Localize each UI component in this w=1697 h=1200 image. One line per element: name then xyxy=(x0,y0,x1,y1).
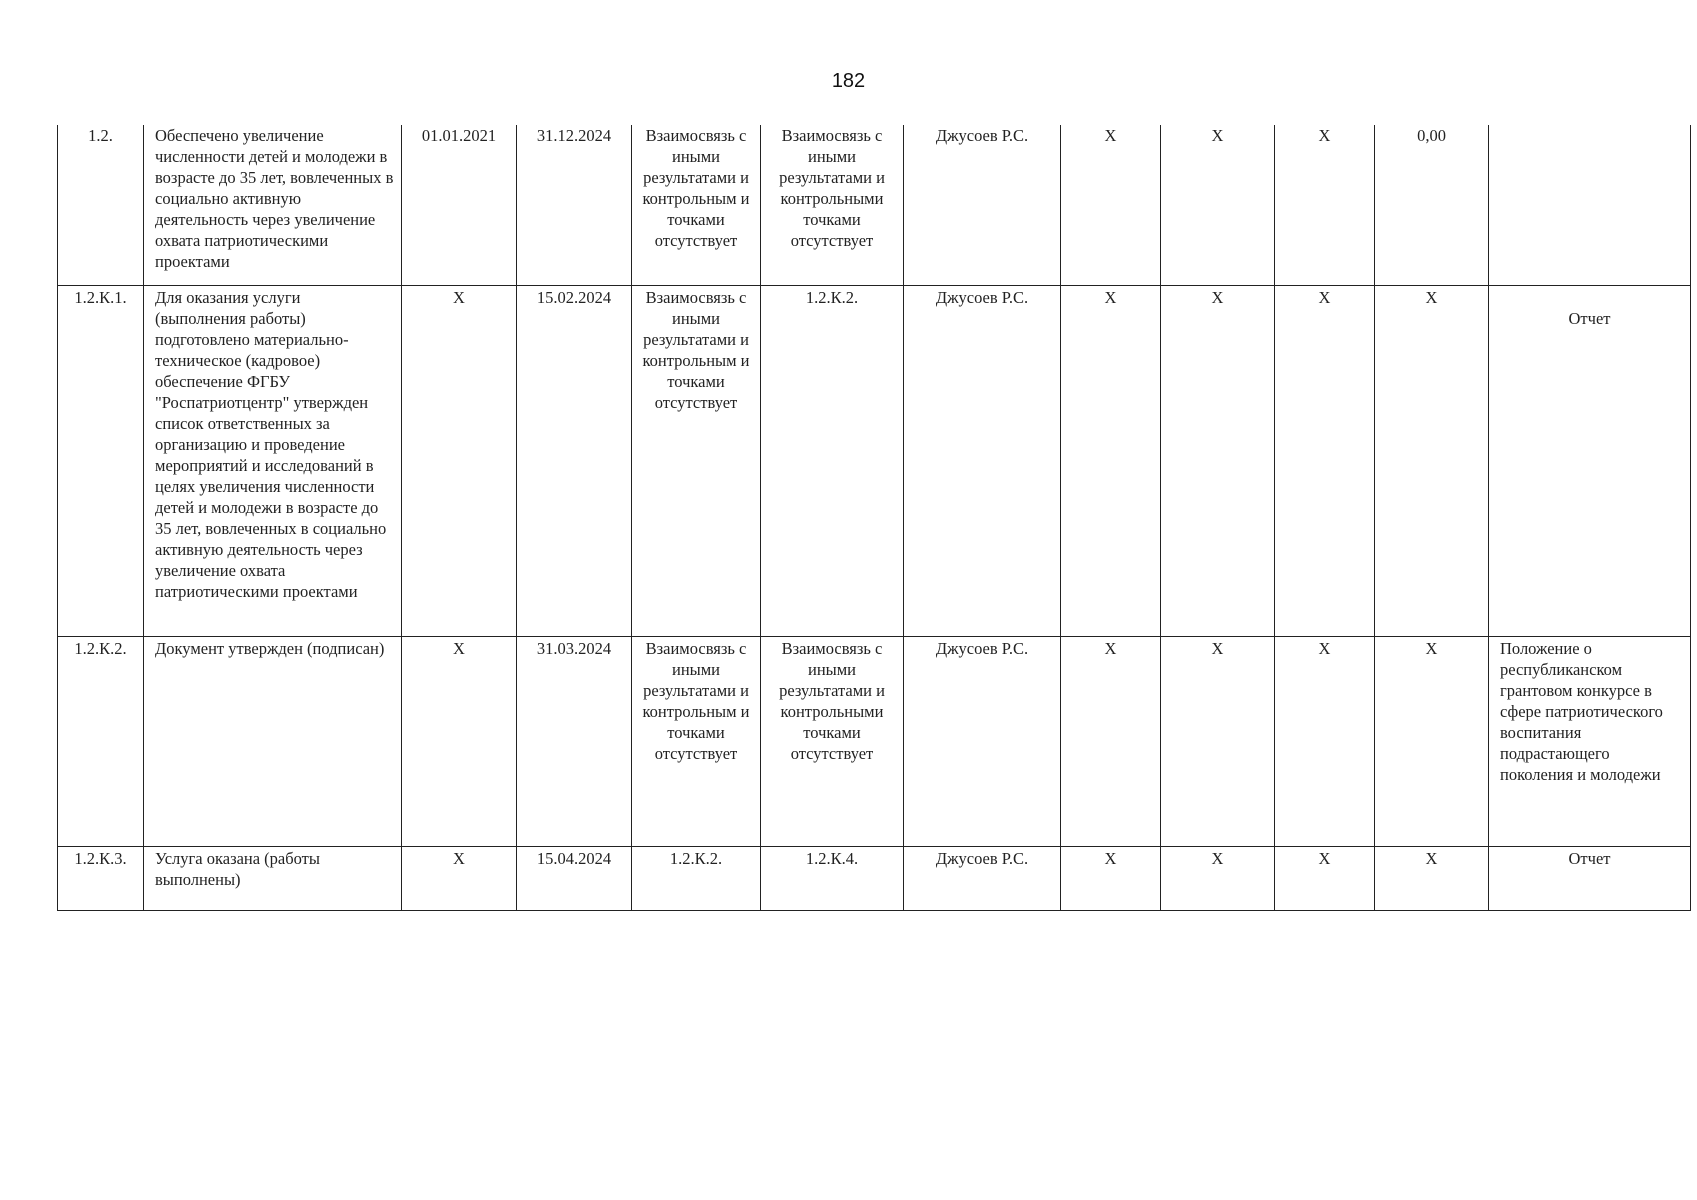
value-cell-2: X xyxy=(1161,846,1275,910)
successor-cell: Взаимосвязь с иными результатами и контрольными точками отсутствует xyxy=(761,636,904,846)
table-row xyxy=(58,636,1691,846)
value-cell-3: X xyxy=(1275,125,1375,285)
plan-table xyxy=(57,125,1691,911)
row-name-cell: Документ утвержден (подписан) xyxy=(144,636,402,846)
value-cell-4: X xyxy=(1375,636,1489,846)
value-cell-4: X xyxy=(1375,285,1489,636)
value-cell-3: X xyxy=(1275,285,1375,636)
end-date-cell: 31.12.2024 xyxy=(517,125,632,285)
predecessor-cell: 1.2.К.2. xyxy=(632,846,761,910)
row-number-cell: 1.2.К.3. xyxy=(58,846,144,910)
responsible-cell: Джусоев Р.С. xyxy=(904,636,1061,846)
result-cell: Положение о республиканском грантовом конкурсе в сфере патриотического воспитания подрастающего поколения и молодежи xyxy=(1489,636,1691,846)
predecessor-cell: Взаимосвязь с иными результатами и контрольным и точками отсутствует xyxy=(632,636,761,846)
row-name-cell: Обеспечено увеличение численности детей и молодежи в возрасте до 35 лет, вовлеченных в социально активную деятельность через увеличение охвата патриотическими проектами xyxy=(144,125,402,285)
start-date-cell: X xyxy=(402,636,517,846)
row-name-cell: Услуга оказана (работы выполнены) xyxy=(144,846,402,910)
responsible-cell: Джусоев Р.С. xyxy=(904,285,1061,636)
value-cell-3: X xyxy=(1275,636,1375,846)
successor-cell: 1.2.К.4. xyxy=(761,846,904,910)
table-row xyxy=(58,125,1691,285)
value-cell-4: 0,00 xyxy=(1375,125,1489,285)
row-name-cell: Для оказания услуги (выполнения работы) подготовлено материально-техническое (кадровое) обеспечение ФГБУ "Роспатриотцентр" утвержден список ответственных за организацию и проведение мероприятий и исследований в целях увеличения численности детей и молодежи в возрасте до 35 лет, вовлеченных в социально активную деятельность через увеличение охвата патриотическими проектами xyxy=(144,285,402,636)
responsible-cell: Джусоев Р.С. xyxy=(904,846,1061,910)
value-cell-4: X xyxy=(1375,846,1489,910)
end-date-cell: 15.04.2024 xyxy=(517,846,632,910)
end-date-cell: 31.03.2024 xyxy=(517,636,632,846)
table-row xyxy=(58,846,1691,910)
row-number-cell: 1.2. xyxy=(58,125,144,285)
row-number-cell: 1.2.К.1. xyxy=(58,285,144,636)
value-cell-1: X xyxy=(1061,846,1161,910)
start-date-cell: X xyxy=(402,846,517,910)
table-row xyxy=(58,285,1691,636)
successor-cell: 1.2.К.2. xyxy=(761,285,904,636)
successor-cell: Взаимосвязь с иными результатами и контрольными точками отсутствует xyxy=(761,125,904,285)
value-cell-1: X xyxy=(1061,636,1161,846)
row-number-cell: 1.2.К.2. xyxy=(58,636,144,846)
value-cell-1: X xyxy=(1061,285,1161,636)
start-date-cell: 01.01.2021 xyxy=(402,125,517,285)
value-cell-1: X xyxy=(1061,125,1161,285)
result-cell: Отчет xyxy=(1489,285,1691,636)
predecessor-cell: Взаимосвязь с иными результатами и контрольным и точками отсутствует xyxy=(632,285,761,636)
value-cell-3: X xyxy=(1275,846,1375,910)
value-cell-2: X xyxy=(1161,285,1275,636)
value-cell-2: X xyxy=(1161,125,1275,285)
result-cell: Отчет xyxy=(1489,846,1691,910)
page-number: 182 xyxy=(831,70,866,92)
start-date-cell: X xyxy=(402,285,517,636)
predecessor-cell: Взаимосвязь с иными результатами и контрольным и точками отсутствует xyxy=(632,125,761,285)
responsible-cell: Джусоев Р.С. xyxy=(904,125,1061,285)
value-cell-2: X xyxy=(1161,636,1275,846)
result-cell xyxy=(1489,125,1691,285)
end-date-cell: 15.02.2024 xyxy=(517,285,632,636)
